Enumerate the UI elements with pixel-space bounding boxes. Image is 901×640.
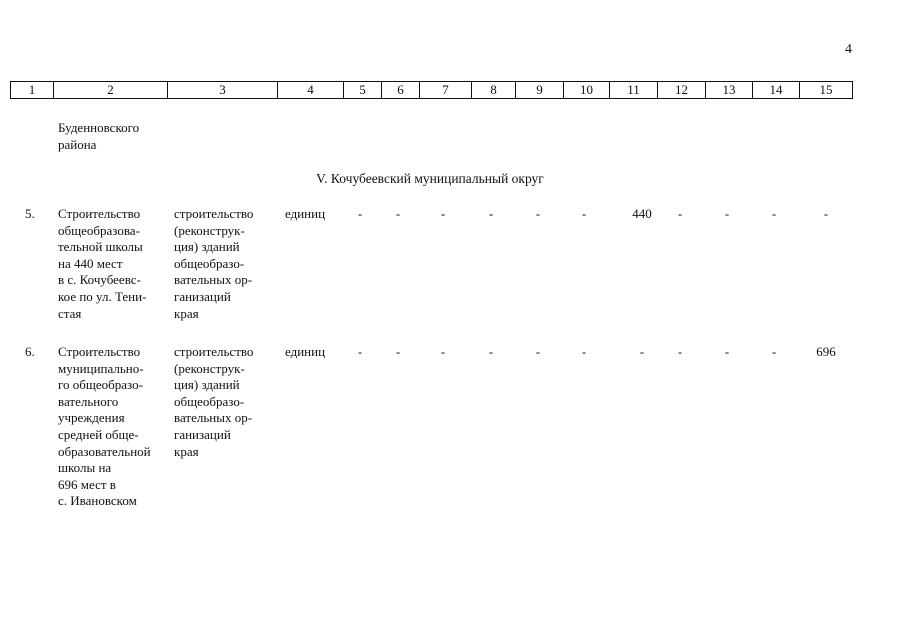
- header-col-10: 10: [564, 82, 610, 99]
- header-col-14: 14: [753, 82, 800, 99]
- work-type-line: общеобразо-: [174, 255, 245, 271]
- work-type-line: ция) зданий: [174, 239, 240, 255]
- object-name-line: стая: [58, 305, 82, 321]
- value-col-9: -: [535, 344, 541, 359]
- value-col-12: -: [677, 206, 683, 221]
- work-type-line: ганизаций: [174, 288, 231, 304]
- header-col-6: 6: [382, 82, 420, 99]
- header-col-8: 8: [472, 82, 516, 99]
- work-type: [174, 344, 269, 460]
- object-name-line: го общеобразо-: [58, 377, 143, 393]
- object-name-line: муниципально-: [58, 360, 144, 376]
- object-name-line: с. Ивановском: [58, 493, 137, 509]
- continuation-line-1: Буденновского: [58, 120, 140, 135]
- header-col-4: 4: [278, 82, 344, 99]
- work-type-line: строительство: [174, 206, 254, 221]
- value-col-8: -: [488, 344, 494, 359]
- header-col-13: 13: [706, 82, 753, 99]
- value-col-10: -: [581, 206, 587, 221]
- value-col-7: -: [440, 206, 446, 221]
- value-col-6: -: [395, 206, 401, 221]
- value-col-14: -: [771, 344, 777, 359]
- object-name-line: в с. Кочубеевс-: [58, 272, 141, 288]
- header-col-7: 7: [420, 82, 472, 99]
- row-number: 5.: [25, 206, 35, 221]
- work-type-line: строительство: [174, 344, 254, 359]
- value-col-13: -: [724, 206, 730, 221]
- object-name: [58, 206, 168, 322]
- object-name: [58, 344, 168, 510]
- object-name-line: средней обще-: [58, 426, 139, 442]
- row-number: 6.: [25, 344, 35, 359]
- value-col-15: -: [823, 206, 829, 221]
- value-col-7: -: [440, 344, 446, 359]
- value-col-9: -: [535, 206, 541, 221]
- value-col-14: -: [771, 206, 777, 221]
- work-type-line: края: [174, 443, 199, 459]
- work-type-line: вательных ор-: [174, 410, 253, 426]
- object-name-line: Строительство: [58, 344, 141, 359]
- object-name-line: 696 мест в: [58, 476, 116, 492]
- value-col-10: -: [581, 344, 587, 359]
- unit: единиц: [285, 344, 326, 359]
- work-type-line: общеобразо-: [174, 393, 245, 409]
- value-col-8: -: [488, 206, 494, 221]
- value-col-11: 440: [632, 206, 652, 221]
- value-col-12: -: [677, 344, 683, 359]
- object-name-line: образовательной: [58, 443, 151, 459]
- work-type-line: ганизаций: [174, 426, 231, 442]
- work-type-line: вательных ор-: [174, 272, 253, 288]
- value-col-13: -: [724, 344, 730, 359]
- object-name-line: Строительство: [58, 206, 141, 221]
- column-number-header: [10, 81, 853, 99]
- continuation-text: [58, 120, 139, 153]
- header-col-9: 9: [516, 82, 564, 99]
- header-col-12: 12: [658, 82, 706, 99]
- value-col-5: -: [357, 206, 363, 221]
- header-row: [11, 82, 853, 99]
- object-name-line: вательного: [58, 393, 119, 409]
- value-col-6: -: [395, 344, 401, 359]
- work-type-line: (реконструк-: [174, 222, 245, 238]
- object-name-line: на 440 мест: [58, 255, 123, 271]
- object-name-line: тельной школы: [58, 239, 143, 255]
- value-col-5: -: [357, 344, 363, 359]
- header-col-11: 11: [610, 82, 658, 99]
- work-type-line: ция) зданий: [174, 377, 240, 393]
- value-col-11: -: [639, 344, 645, 359]
- object-name-line: школы на: [58, 460, 112, 476]
- header-col-2: 2: [54, 82, 168, 99]
- header-col-3: 3: [168, 82, 278, 99]
- section-title: V. Кочубеевский муниципальный округ: [316, 171, 544, 186]
- object-name-line: кое по ул. Тени-: [58, 288, 147, 304]
- work-type-line: (реконструк-: [174, 360, 245, 376]
- header-col-15: 15: [800, 82, 853, 99]
- continuation-line-2: района: [58, 136, 97, 152]
- work-type: [174, 206, 269, 322]
- header-col-5: 5: [344, 82, 382, 99]
- object-name-line: общеобразова-: [58, 222, 140, 238]
- value-col-15: 696: [816, 344, 836, 359]
- header-col-1: 1: [11, 82, 54, 99]
- unit: единиц: [285, 206, 326, 221]
- work-type-line: края: [174, 305, 199, 321]
- object-name-line: учреждения: [58, 410, 125, 426]
- page-number: 4: [845, 42, 852, 57]
